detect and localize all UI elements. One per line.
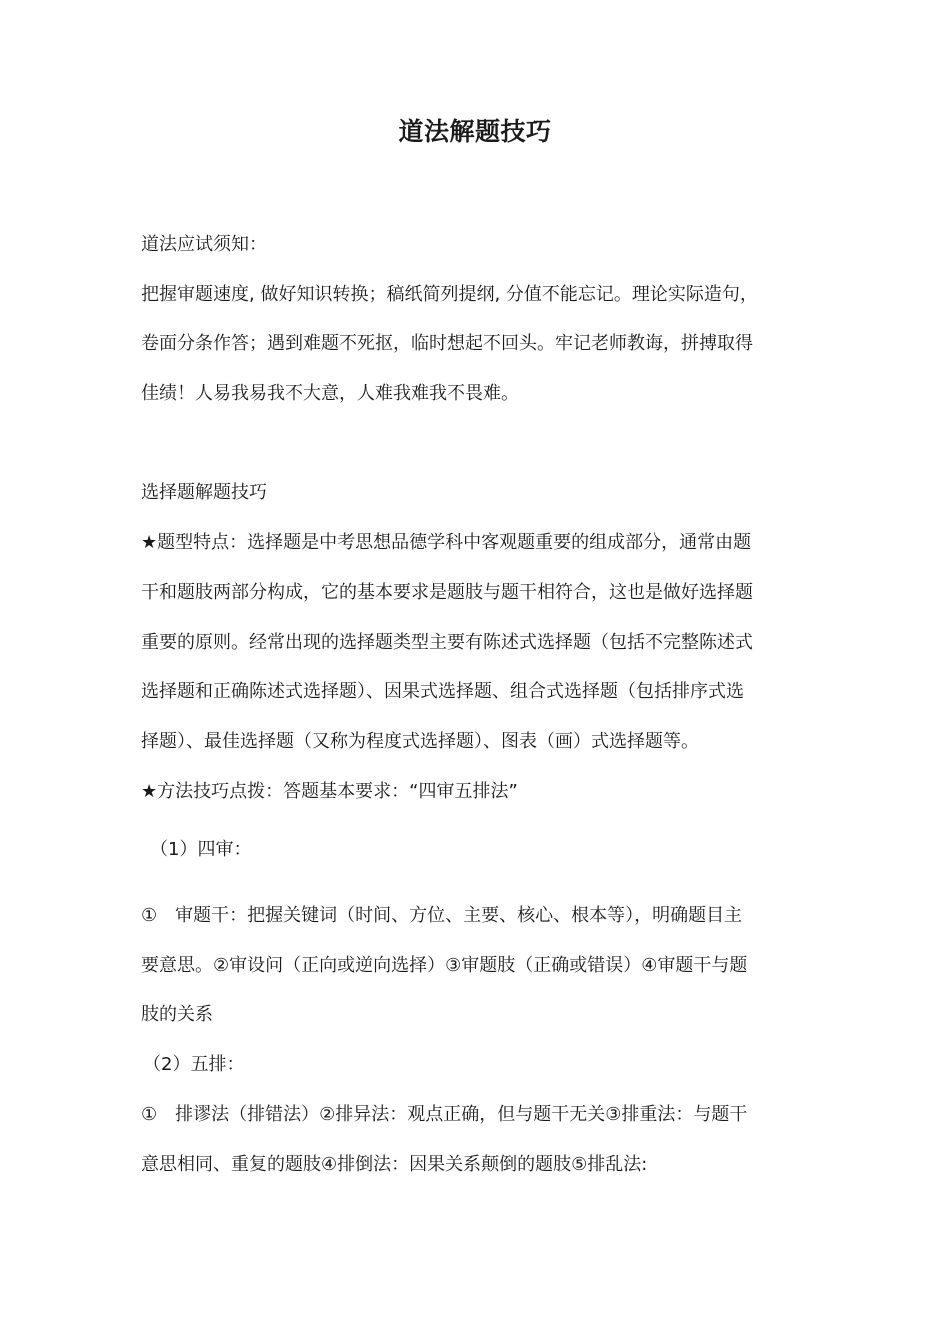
paragraph-line: ★方法技巧点拨：答题基本要求：“四审五排法”: [141, 781, 518, 802]
section-heading-choice-questions: 选择题解题技巧: [141, 482, 267, 503]
paragraph-line: ① 排谬法（排错法）②排异法：观点正确，但与题干无关③排重法：与题干: [141, 1104, 748, 1125]
subheading-four-reviews: （1）四审：: [150, 839, 252, 860]
paragraph-line: 要意思。②审设问（正向或逆向选择）③审题肢（正确或错误）④审题干与题: [141, 955, 748, 976]
paragraph-line: 干和题肢两部分构成，它的基本要求是题肢与题干相符合，这也是做好选择题: [141, 582, 753, 603]
paragraph-line: 佳绩！人易我易我不大意，人难我难我不畏难。: [141, 383, 519, 404]
paragraph-line: 重要的原则。经常出现的选择题类型主要有陈述式选择题（包括不完整陈述式: [141, 632, 753, 653]
paragraph-line: 把握审题速度, 做好知识转换；稿纸简列提纲, 分值不能忘记。理论实际造句，: [141, 284, 758, 305]
document-title: 道法解题技巧: [398, 117, 552, 146]
paragraph-line: 肢的关系: [141, 1004, 213, 1025]
subheading-five-eliminations: （2）五排：: [143, 1054, 245, 1075]
paragraph-line: 意思相同、重复的题肢④排倒法：因果关系颠倒的题肢⑤排乱法:: [141, 1154, 648, 1175]
paragraph-line: 择题）、最佳选择题（又称为程度式选择题）、图表（画）式选择题等。: [141, 731, 699, 752]
paragraph-line: 卷面分条作答；遇到难题不死抠，临时想起不回头。牢记老师教诲，拼搏取得: [141, 333, 753, 354]
paragraph-line: 选择题和正确陈述式选择题）、因果式选择题、组合式选择题（包括排序式选: [141, 681, 744, 702]
paragraph-line: ★题型特点：选择题是中考思想品德学科中客观题重要的组成部分，通常由题: [141, 532, 752, 553]
section-heading-exam-notes: 道法应试须知：: [141, 234, 267, 255]
paragraph-line: ① 审题干：把握关键词（时间、方位、主要、核心、根本等），明确题目主: [141, 905, 743, 926]
